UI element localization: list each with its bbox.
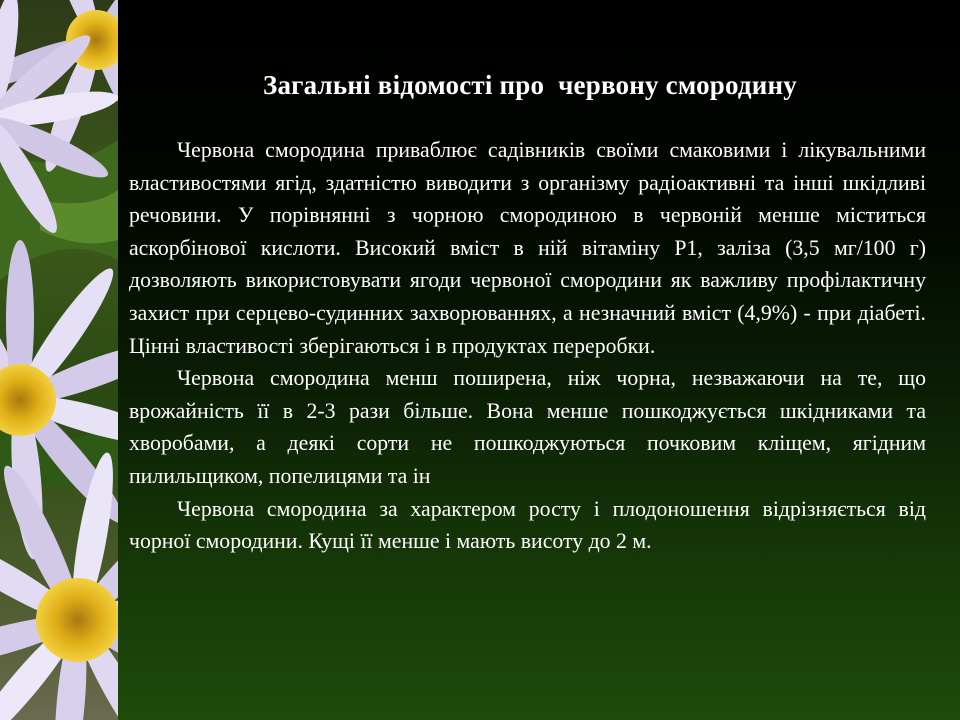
slide-title: Загальні відомості про червону смородину bbox=[263, 70, 797, 100]
slide-body bbox=[129, 134, 926, 558]
paragraph: Червона смородина менш поширена, ніж чорна, незважаючи на те, що врожайність її в 2-3 рази більше. Вона менше пошкоджується шкідниками та хворобами, а деякі сорти не пошкоджуються почковим кліщем, ягідним пилильщиком, попелицями та ін bbox=[129, 366, 926, 488]
paragraph: Червона смородина за характером росту і плодоношення відрізняється від чорної смородини. Кущі її менше і мають висоту до 2 м. bbox=[129, 496, 926, 554]
paragraph: Червона смородина приваблює садівників своїми смаковими і лікувальними властивостями ягід, здатністю виводити з організму радіоактивні та інші шкідливі речовини. У порівнянні з чорною смородиною в червоній менше міститься аскорбінової кислоти. Високий вміст в ній вітаміну Р1, заліза (3,5 мг/100 г) дозволяють використовувати ягоди червоної смородини як важливу профілактичну захист при серцево-судинних захворюваннях, а незначний вміст (4,9%) - при діабеті. Цінні властивості зберігаються і в продуктах переробки. bbox=[129, 138, 926, 358]
aster-flowers-image bbox=[0, 0, 118, 720]
